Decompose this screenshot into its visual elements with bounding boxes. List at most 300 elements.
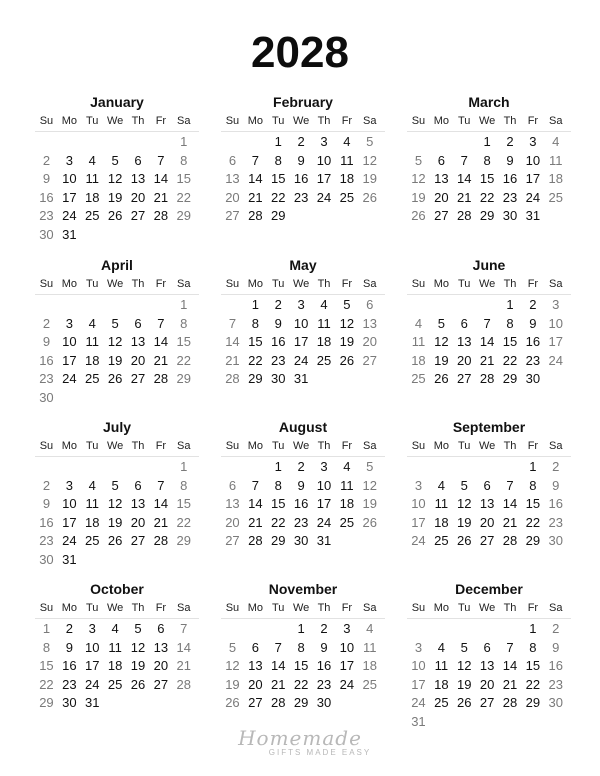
week-row: [221, 296, 385, 315]
month-march: [407, 92, 571, 226]
day-cell: 9: [552, 477, 560, 493]
day-cell: 6: [134, 152, 142, 168]
weekday-label: Fr: [341, 602, 353, 614]
day-cell: 14: [153, 334, 169, 349]
day-cell: 12: [456, 496, 472, 511]
day-cell: 24: [62, 533, 77, 548]
empty-cell: [407, 133, 430, 152]
day-cell: 10: [316, 152, 332, 168]
day-cell: 21: [270, 676, 286, 692]
day-cell: 20: [130, 189, 146, 205]
day-cell: 6: [134, 315, 142, 331]
day-cell: 24: [411, 533, 426, 548]
day-cell: 30: [525, 371, 541, 386]
day-cell: 7: [483, 315, 491, 331]
weekday-label: Sa: [177, 602, 191, 614]
day-cell: 20: [479, 514, 495, 530]
day-cell: 23: [502, 189, 518, 205]
week-row: [221, 370, 385, 389]
weekday-label: We: [478, 440, 496, 452]
empty-cell: [407, 296, 430, 315]
week-row: [407, 458, 571, 477]
month-title: October: [90, 581, 144, 597]
day-cell: 20: [479, 676, 495, 692]
day-cell: 4: [88, 152, 96, 168]
day-cell: 31: [525, 208, 541, 223]
day-cell: 19: [411, 189, 426, 205]
day-cell: 2: [65, 621, 73, 636]
day-cell: 31: [411, 713, 426, 729]
weekday-label: Tu: [272, 278, 285, 290]
day-cell: 24: [84, 676, 100, 692]
day-cell: 3: [552, 297, 560, 312]
day-cell: 7: [157, 152, 165, 168]
day-cell: 10: [62, 496, 77, 511]
day-cell: 13: [130, 334, 146, 349]
week-row: [407, 370, 571, 389]
weekday-label: We: [106, 115, 124, 127]
day-cell: 7: [228, 315, 237, 331]
weekday-label: Mo: [433, 115, 449, 127]
empty-cell: [453, 133, 476, 152]
day-cell: 9: [42, 334, 51, 349]
month-title: February: [273, 94, 333, 110]
empty-cell: [453, 620, 476, 639]
week-row: [35, 189, 199, 208]
day-cell: 5: [460, 639, 468, 655]
day-cell: 14: [153, 171, 169, 186]
day-cell: 4: [343, 134, 351, 149]
day-cell: 25: [84, 208, 100, 223]
weekday-label: Tu: [272, 440, 285, 452]
week-row: [221, 152, 385, 171]
week-row: [221, 657, 385, 676]
month-november: [221, 579, 385, 713]
day-cell: 22: [525, 514, 541, 530]
month-june: [407, 255, 571, 389]
day-cell: 26: [130, 676, 146, 692]
week-row: [221, 495, 385, 514]
weekday-label: Mo: [433, 440, 449, 452]
day-cell: 27: [225, 533, 240, 548]
day-cell: 4: [343, 459, 351, 474]
empty-cell: [430, 133, 453, 152]
day-cell: 28: [176, 676, 192, 692]
empty-cell: [58, 296, 81, 315]
day-cell: 5: [460, 477, 468, 493]
day-cell: 3: [414, 639, 423, 655]
day-cell: 28: [153, 371, 169, 386]
weekday-label: Mo: [433, 602, 449, 614]
day-cell: 20: [456, 352, 472, 368]
weekday-label: Sa: [363, 278, 377, 290]
day-cell: 17: [411, 514, 426, 530]
week-row: [407, 495, 571, 514]
day-cell: 24: [316, 514, 332, 530]
day-cell: 23: [548, 514, 564, 530]
day-cell: 23: [548, 676, 564, 692]
weeks: [221, 620, 385, 713]
day-cell: 10: [548, 315, 564, 331]
weekday-header-row: [221, 437, 385, 457]
week-row: [35, 333, 199, 352]
day-cell: 21: [153, 189, 169, 205]
day-cell: 5: [414, 152, 423, 168]
day-cell: 22: [502, 352, 518, 368]
day-cell: 8: [42, 639, 51, 655]
day-cell: 11: [85, 171, 99, 186]
week-row: [35, 152, 199, 171]
day-cell: 13: [225, 496, 240, 511]
week-row: [35, 694, 199, 713]
day-cell: 8: [483, 152, 491, 168]
day-cell: 16: [39, 189, 54, 205]
day-cell: 29: [39, 695, 54, 710]
day-cell: 3: [414, 477, 423, 493]
weekday-label: Mo: [61, 115, 77, 127]
day-cell: 31: [62, 551, 77, 567]
day-cell: 30: [316, 695, 332, 710]
day-cell: 9: [506, 152, 514, 168]
day-cell: 5: [111, 315, 119, 331]
day-cell: 2: [297, 459, 305, 474]
day-cell: 3: [65, 152, 73, 168]
day-cell: 2: [42, 315, 51, 331]
day-cell: 11: [549, 152, 563, 168]
day-cell: 1: [180, 134, 188, 149]
weekday-label: Sa: [549, 602, 563, 614]
day-cell: 13: [362, 315, 378, 331]
weekday-header-row: [407, 275, 571, 295]
day-cell: 28: [270, 695, 286, 710]
month-february: [221, 92, 385, 226]
week-row: [407, 296, 571, 315]
day-cell: 24: [62, 208, 77, 223]
day-cell: 6: [460, 315, 468, 331]
day-cell: 12: [362, 477, 378, 493]
empty-cell: [58, 458, 81, 477]
day-cell: 15: [479, 171, 495, 186]
day-cell: 9: [552, 639, 560, 655]
day-cell: 25: [339, 514, 355, 530]
day-cell: 9: [529, 315, 537, 331]
day-cell: 12: [225, 658, 240, 673]
day-cell: 10: [411, 658, 426, 673]
weekday-label: Th: [503, 115, 517, 127]
weekday-label: Fr: [527, 115, 539, 127]
day-cell: 29: [270, 208, 286, 223]
day-cell: 30: [62, 695, 77, 710]
empty-cell: [453, 296, 476, 315]
day-cell: 12: [362, 152, 378, 168]
day-cell: 29: [502, 371, 518, 386]
day-cell: 27: [130, 371, 146, 386]
day-cell: 15: [248, 334, 263, 349]
day-cell: 14: [479, 334, 495, 349]
month-august: [221, 417, 385, 551]
day-cell: 17: [62, 514, 77, 530]
weekday-label: Sa: [549, 440, 563, 452]
day-cell: 8: [274, 152, 282, 168]
empty-cell: [221, 296, 244, 315]
day-cell: 28: [153, 208, 169, 223]
week-row: [407, 694, 571, 713]
day-cell: 15: [39, 658, 54, 673]
empty-cell: [81, 458, 104, 477]
week-row: [35, 207, 199, 226]
weekday-header-row: [407, 112, 571, 132]
day-cell: 26: [107, 371, 123, 386]
weekday-label: Fr: [155, 602, 167, 614]
day-cell: 3: [88, 621, 96, 636]
empty-cell: [58, 133, 81, 152]
day-cell: 21: [456, 189, 472, 205]
weekday-label: Mo: [247, 602, 263, 614]
weekday-label: Su: [411, 278, 426, 290]
day-cell: 3: [320, 459, 328, 474]
day-cell: 24: [293, 352, 309, 368]
day-cell: 4: [320, 297, 328, 312]
day-cell: 19: [434, 352, 449, 368]
day-cell: 29: [248, 371, 263, 386]
day-cell: 12: [107, 496, 123, 511]
weekday-label: Mo: [247, 440, 263, 452]
day-cell: 12: [107, 171, 123, 186]
day-cell: 2: [274, 297, 282, 312]
day-cell: 15: [176, 171, 192, 186]
day-cell: 28: [456, 208, 472, 223]
weekday-label: Sa: [363, 602, 377, 614]
week-row: [407, 333, 571, 352]
day-cell: 26: [411, 208, 426, 223]
weekday-label: Th: [131, 115, 145, 127]
day-cell: 25: [84, 371, 100, 386]
logo-script-text: Homemade: [238, 726, 362, 750]
weekday-header-row: [35, 112, 199, 132]
day-cell: 27: [130, 208, 146, 223]
week-row: [407, 152, 571, 171]
empty-cell: [430, 458, 453, 477]
day-cell: 25: [434, 533, 449, 548]
day-cell: 24: [62, 371, 77, 386]
weekday-label: Su: [411, 602, 426, 614]
day-cell: 23: [39, 371, 54, 386]
day-cell: 22: [525, 676, 541, 692]
week-row: [407, 514, 571, 533]
weekday-label: Sa: [549, 278, 563, 290]
weekday-label: Fr: [341, 440, 353, 452]
month-title: December: [455, 581, 523, 597]
day-cell: 27: [153, 676, 169, 692]
day-cell: 13: [153, 639, 169, 655]
day-cell: 21: [502, 514, 518, 530]
day-cell: 31: [84, 695, 100, 710]
day-cell: 3: [343, 621, 351, 636]
day-cell: 8: [506, 315, 514, 331]
day-cell: 30: [293, 533, 309, 548]
empty-cell: [453, 458, 476, 477]
day-cell: 1: [529, 459, 537, 474]
day-cell: 25: [434, 695, 449, 710]
day-cell: 19: [362, 496, 378, 511]
day-cell: 21: [248, 514, 263, 530]
day-cell: 23: [293, 514, 309, 530]
empty-cell: [104, 296, 127, 315]
day-cell: 4: [437, 477, 445, 493]
day-cell: 17: [316, 171, 332, 186]
day-cell: 21: [502, 676, 518, 692]
empty-cell: [407, 620, 430, 639]
day-cell: 27: [479, 533, 495, 548]
day-cell: 21: [225, 352, 240, 368]
weekday-header-row: [407, 437, 571, 457]
empty-cell: [127, 458, 150, 477]
week-row: [35, 352, 199, 371]
day-cell: 26: [362, 189, 378, 205]
day-cell: 14: [225, 334, 240, 349]
weekday-label: Su: [39, 440, 54, 452]
empty-cell: [221, 620, 244, 639]
day-cell: 7: [251, 477, 259, 493]
day-cell: 2: [529, 297, 537, 312]
empty-cell: [499, 458, 522, 477]
week-row: [407, 639, 571, 658]
day-cell: 15: [525, 496, 541, 511]
day-cell: 15: [176, 334, 192, 349]
day-cell: 15: [270, 171, 286, 186]
empty-cell: [221, 458, 244, 477]
day-cell: 4: [437, 639, 445, 655]
day-cell: 16: [293, 496, 309, 511]
day-cell: 12: [130, 639, 146, 655]
week-row: [221, 207, 385, 226]
empty-cell: [430, 296, 453, 315]
day-cell: 14: [270, 658, 286, 673]
weekday-label: Tu: [86, 278, 99, 290]
day-cell: 1: [274, 134, 282, 149]
week-row: [35, 532, 199, 551]
day-cell: 6: [366, 297, 374, 312]
day-cell: 21: [153, 352, 169, 368]
day-cell: 16: [316, 658, 332, 673]
day-cell: 28: [153, 533, 169, 548]
day-cell: 10: [339, 639, 355, 655]
day-cell: 19: [339, 334, 355, 349]
day-cell: 2: [552, 459, 560, 474]
day-cell: 2: [297, 134, 305, 149]
weekday-header-row: [221, 275, 385, 295]
day-cell: 15: [525, 658, 541, 673]
day-cell: 9: [65, 639, 73, 655]
day-cell: 16: [39, 352, 54, 368]
day-cell: 28: [248, 208, 263, 223]
weeks: [407, 620, 571, 731]
day-cell: 25: [316, 352, 332, 368]
day-cell: 11: [434, 658, 449, 673]
weekday-label: Th: [131, 602, 145, 614]
day-cell: 26: [362, 514, 378, 530]
day-cell: 6: [483, 477, 491, 493]
weekday-label: We: [106, 278, 124, 290]
day-cell: 19: [107, 189, 123, 205]
day-cell: 29: [525, 695, 541, 710]
weekday-label: Su: [225, 440, 240, 452]
day-cell: 10: [62, 171, 77, 186]
week-row: [407, 207, 571, 226]
empty-cell: [476, 296, 499, 315]
day-cell: 17: [293, 334, 309, 349]
empty-cell: [267, 620, 290, 639]
day-cell: 25: [339, 189, 355, 205]
weekday-label: Su: [225, 602, 240, 614]
day-cell: 9: [320, 639, 328, 655]
day-cell: 9: [42, 171, 51, 186]
day-cell: 20: [130, 352, 146, 368]
day-cell: 22: [293, 676, 309, 692]
empty-cell: [35, 133, 58, 152]
day-cell: 7: [157, 315, 165, 331]
day-cell: 16: [548, 658, 564, 673]
week-row: [35, 477, 199, 496]
empty-cell: [81, 296, 104, 315]
day-cell: 5: [134, 621, 142, 636]
day-cell: 24: [548, 352, 564, 368]
day-cell: 1: [274, 459, 282, 474]
day-cell: 17: [84, 658, 100, 673]
day-cell: 2: [552, 621, 560, 636]
weekday-label: Su: [411, 115, 426, 127]
day-cell: 13: [479, 658, 495, 673]
week-row: [35, 315, 199, 334]
week-row: [221, 315, 385, 334]
weekday-label: We: [478, 602, 496, 614]
day-cell: 13: [130, 496, 146, 511]
month-title: November: [268, 581, 338, 597]
day-cell: 18: [107, 658, 123, 673]
day-cell: 18: [411, 352, 426, 368]
day-cell: 19: [107, 514, 123, 530]
day-cell: 27: [434, 208, 449, 223]
day-cell: 18: [339, 171, 355, 186]
day-cell: 28: [502, 695, 518, 710]
day-cell: 30: [39, 226, 54, 242]
month-april: [35, 255, 199, 407]
day-cell: 16: [525, 334, 541, 349]
day-cell: 29: [176, 371, 192, 386]
day-cell: 20: [225, 189, 240, 205]
day-cell: 4: [88, 477, 96, 493]
month-title: January: [90, 94, 144, 110]
day-cell: 26: [225, 695, 240, 710]
weekday-label: We: [292, 440, 310, 452]
day-cell: 20: [434, 189, 449, 205]
day-cell: 9: [297, 477, 305, 493]
weekday-label: Fr: [527, 440, 539, 452]
day-cell: 6: [157, 621, 165, 636]
day-cell: 16: [39, 514, 54, 530]
day-cell: 30: [548, 533, 564, 548]
day-cell: 7: [506, 477, 514, 493]
weekday-label: Sa: [363, 440, 377, 452]
weekday-label: Su: [39, 278, 54, 290]
empty-cell: [104, 133, 127, 152]
weekday-header-row: [35, 599, 199, 619]
empty-cell: [476, 458, 499, 477]
weekday-label: Tu: [86, 602, 99, 614]
day-cell: 3: [529, 134, 537, 149]
day-cell: 11: [340, 152, 354, 168]
day-cell: 7: [506, 639, 514, 655]
